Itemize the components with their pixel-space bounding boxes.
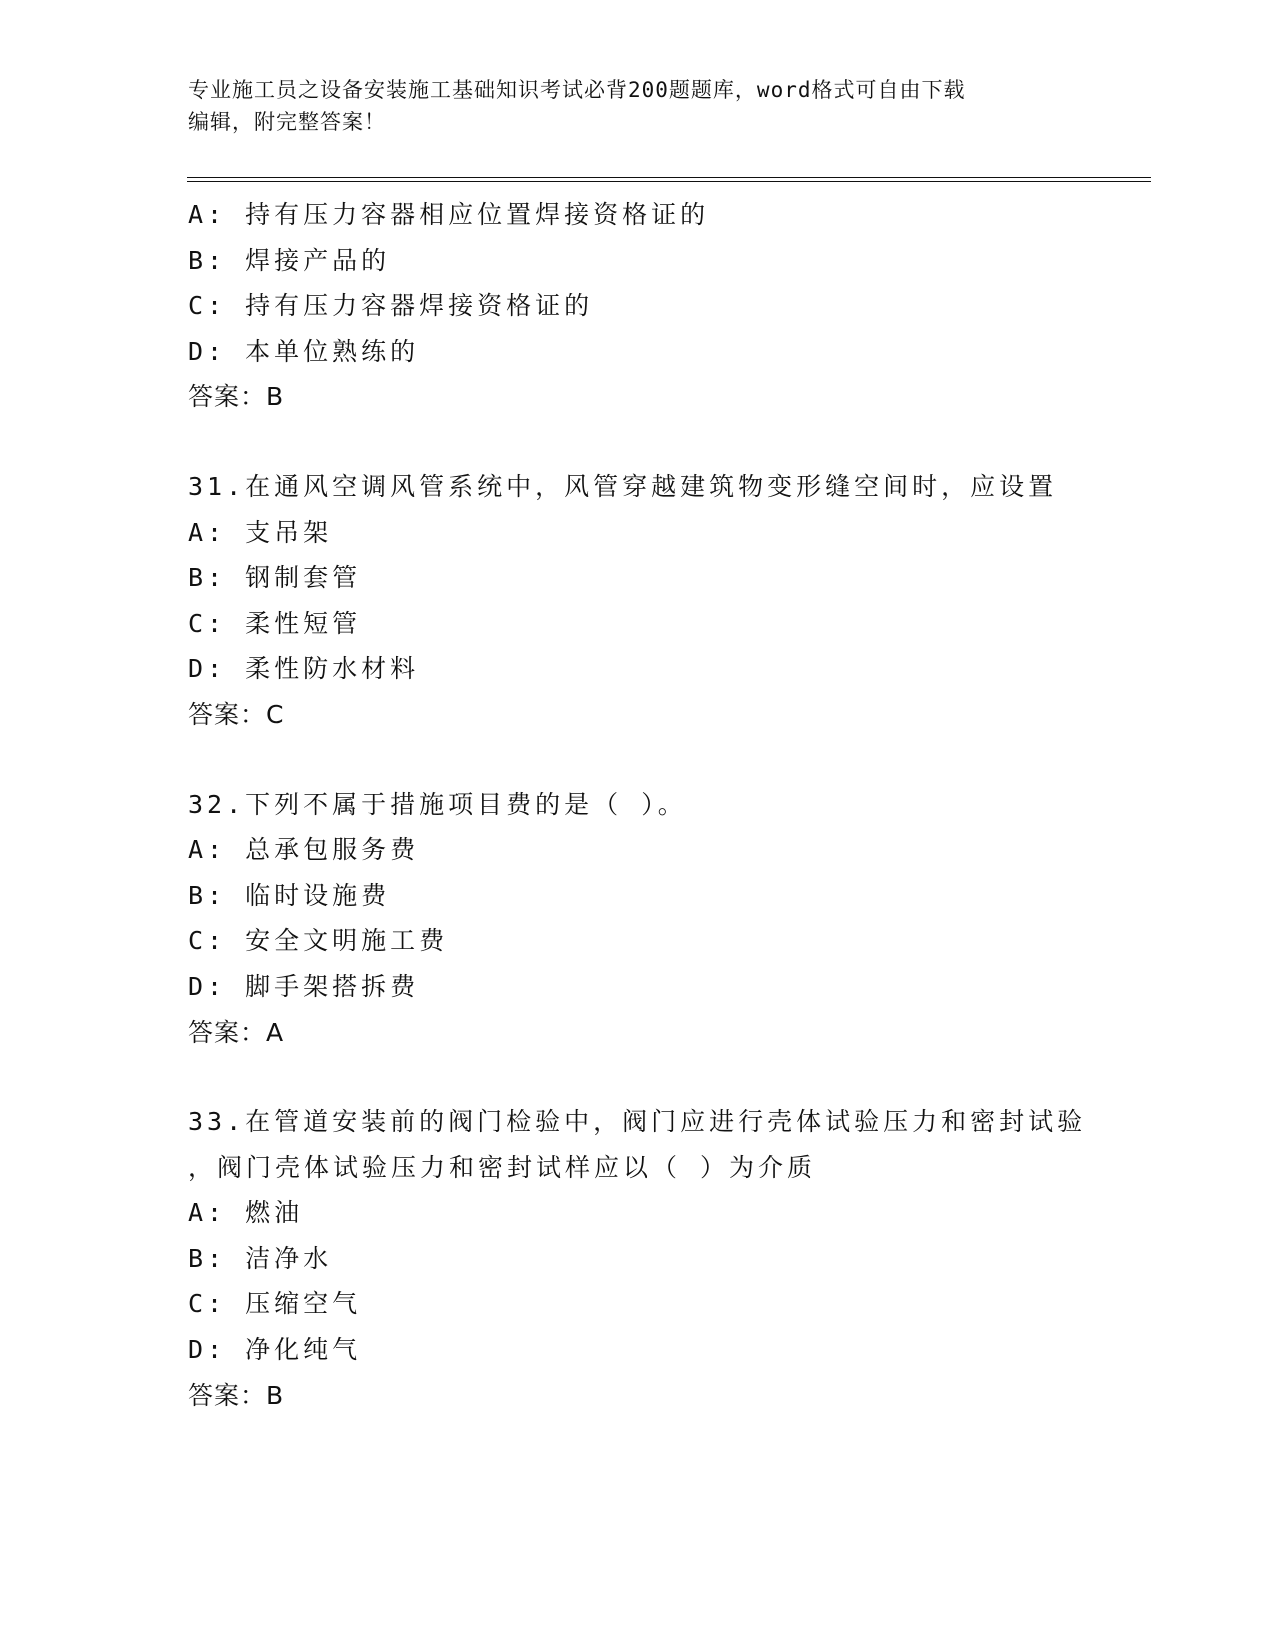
- header-title-line-1: 专业施工员之设备安装施工基础知识考试必背200题题库，word格式可自由下载: [188, 78, 966, 102]
- question-33: [188, 1099, 1148, 1418]
- question-32: [188, 782, 1148, 1056]
- spacer: [188, 738, 1148, 782]
- header-divider-bottom: [187, 181, 1151, 182]
- option-a: A: 持有压力容器相应位置焊接资格证的: [188, 200, 710, 229]
- option-b: B: 洁净水: [188, 1243, 333, 1273]
- question-list: [188, 192, 1148, 1418]
- question-stem: 33.在管道安装前的阀门检验中，阀门应进行壳体试验压力和密封试验: [188, 1107, 1087, 1137]
- answer-line: 答案：B: [188, 382, 285, 412]
- answer-line: 答案：C: [188, 699, 285, 729]
- option-d: D: 本单位熟练的: [188, 336, 420, 366]
- question-31: [188, 464, 1148, 738]
- option-d: D: 柔性防水材料: [188, 654, 420, 684]
- spacer: [188, 420, 1148, 464]
- header-divider-top: [187, 177, 1151, 178]
- option-b: B: 钢制套管: [188, 563, 362, 593]
- option-c: C: 柔性短管: [188, 608, 362, 638]
- option-b: B: 临时设施费: [188, 880, 391, 910]
- option-c: C: 安全文明施工费: [188, 926, 449, 956]
- option-a: A: 支吊架: [188, 517, 333, 547]
- header-title-line-2: 编辑，附完整答案！: [188, 110, 386, 134]
- option-d: D: 净化纯气: [188, 1335, 362, 1365]
- question-stem: 31.在通风空调风管系统中，风管穿越建筑物变形缝空间时，应设置: [188, 471, 1058, 501]
- document-header: [188, 74, 1088, 138]
- question-stem-continued: ，阀门壳体试验压力和密封试样应以（ ）为介质: [188, 1152, 817, 1182]
- option-b: B: 焊接产品的: [188, 245, 391, 275]
- option-c: C: 持有压力容器焊接资格证的: [188, 291, 594, 321]
- option-a: A: 总承包服务费: [188, 835, 420, 865]
- option-c: C: 压缩空气: [188, 1289, 362, 1319]
- question-stem: 32.下列不属于措施项目费的是（ ）。: [188, 789, 687, 819]
- answer-line: 答案：B: [188, 1380, 285, 1410]
- question-30-continued: [188, 192, 1148, 420]
- option-d: D: 脚手架搭拆费: [188, 971, 420, 1001]
- option-a: A: 燃油: [188, 1198, 304, 1228]
- answer-line: 答案：A: [188, 1017, 285, 1047]
- spacer: [188, 1055, 1148, 1099]
